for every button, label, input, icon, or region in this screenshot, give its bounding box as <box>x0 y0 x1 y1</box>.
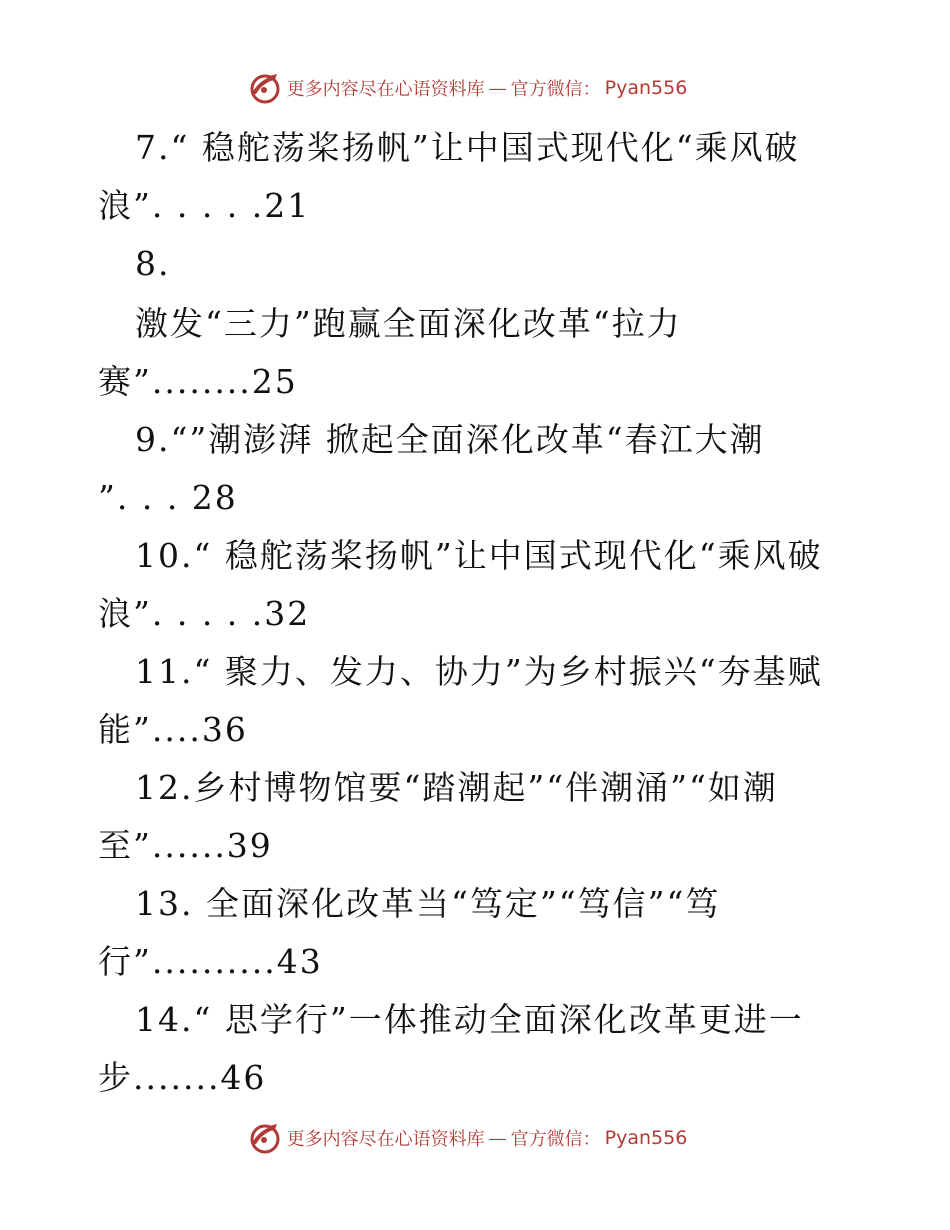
toc-item-8b-line1: 激发“三力”跑赢全面深化改革“拉力 <box>135 304 682 343</box>
header-dash: — <box>488 77 507 99</box>
toc-item-10-line1: 10.“ 稳舵荡桨扬帆”让中国式现代化“乘风破 <box>135 536 823 575</box>
toc-item-12-line1: 12.乡村博物馆要“踏潮起”“伴潮涌”“如潮 <box>135 768 778 807</box>
header-banner <box>0 68 950 108</box>
toc-item-14-line1: 14.“ 思学行”一体推动全面深化改革更进一 <box>135 1000 804 1039</box>
toc-item-9-line1: 9.“”潮澎湃 掀起全面深化改革“春江大潮 <box>135 420 765 459</box>
footer-wechat-id: Pyan556 <box>604 1127 688 1149</box>
toc-item-14-line2: 步.......46 <box>98 1058 267 1097</box>
pen-logo-icon <box>247 70 283 106</box>
toc-item-8b-line2: 赛”........25 <box>98 362 298 401</box>
toc-item-10-line2: 浪”. . . . .32 <box>98 594 311 633</box>
toc-item-8-line1: 8. <box>135 244 171 283</box>
header-wechat-id: Pyan556 <box>604 77 688 99</box>
header-text: 更多内容尽在心语资料库 <box>286 79 485 100</box>
toc-item-7-line2: 浪”. . . . .21 <box>98 186 311 225</box>
footer-banner-content <box>247 1120 688 1156</box>
toc-item-9-line2: ”. . . 28 <box>98 478 238 517</box>
toc-item-11-line1: 11.“ 聚力、发力、协力”为乡村振兴“夯基赋 <box>135 652 823 691</box>
footer-text: 更多内容尽在心语资料库 <box>286 1129 485 1150</box>
header-wechat-label: 官方微信： <box>510 79 601 100</box>
toc-item-7-line1: 7.“ 稳舵荡桨扬帆”让中国式现代化“乘风破 <box>135 128 800 167</box>
toc-item-12-line2: 至”......39 <box>98 826 273 865</box>
toc-item-13-line2: 行”..........43 <box>98 942 323 981</box>
pen-logo-icon <box>247 1120 283 1156</box>
header-banner-content <box>247 70 688 106</box>
toc-item-13-line1: 13. 全面深化改革当“笃定”“笃信”“笃 <box>135 884 721 923</box>
footer-dash: — <box>488 1127 507 1149</box>
footer-wechat-label: 官方微信： <box>510 1129 601 1150</box>
toc-item-11-line2: 能”....36 <box>98 710 248 749</box>
footer-banner <box>0 1118 950 1158</box>
